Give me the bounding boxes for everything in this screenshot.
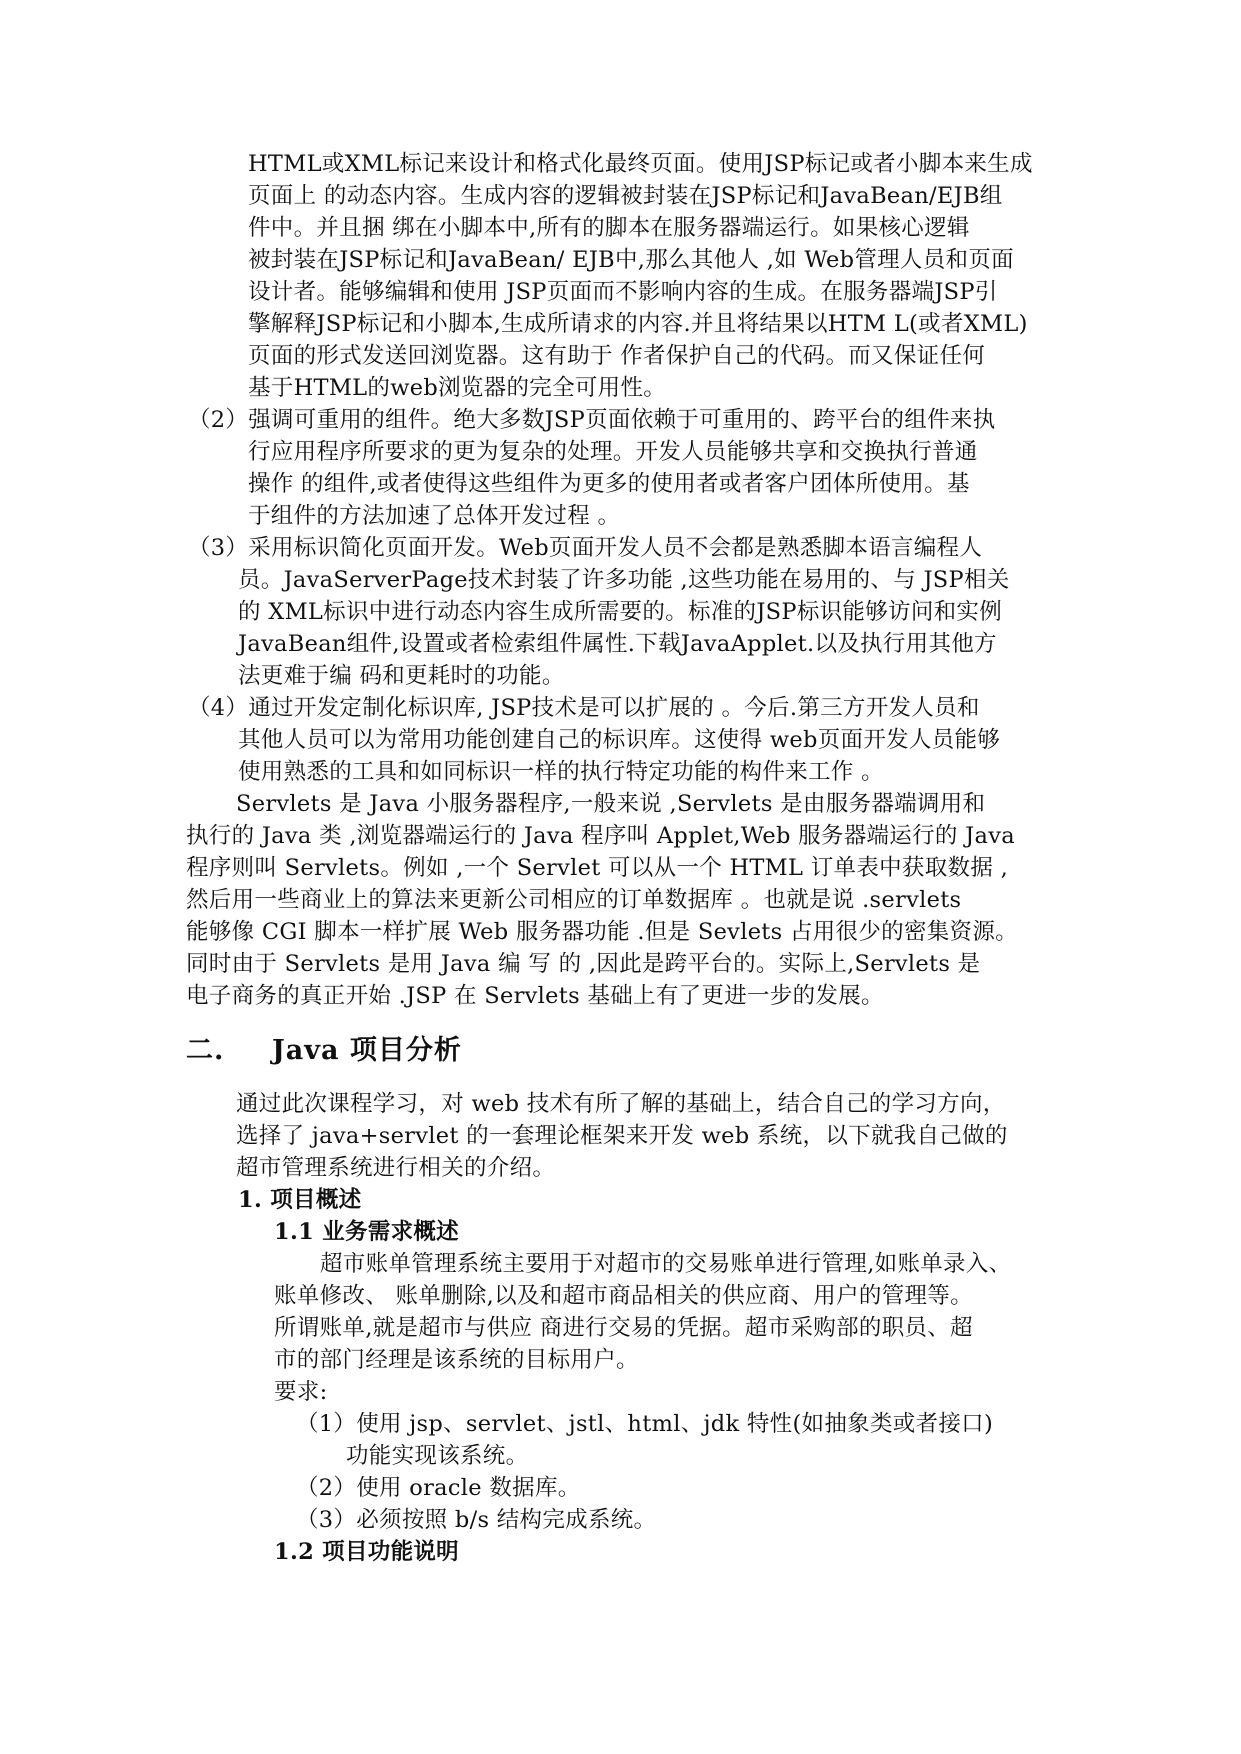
text-line: HTML或XML标记来设计和格式化最终页面。使用JSP标记或者小脚本来生成 [248, 151, 1033, 177]
text-line: 行应用程序所要求的更为复杂的处理。开发人员能够共享和交换执行普通 [248, 439, 978, 465]
text-line: 选择了 java+servlet 的一套理论框架来开发 web 系统，以下就我自己做的 [236, 1123, 1008, 1149]
text-line: 超市账单管理系统主要用于对超市的交易账单进行管理,如账单录入、 [320, 1251, 1012, 1277]
text-line: 市的部门经理是该系统的目标用户。 [274, 1347, 639, 1373]
text-line: 电子商务的真正开始 .JSP 在 Servlets 基础上有了更进一步的发展。 [186, 983, 884, 1009]
text-line: 通过此次课程学习，对 web 技术有所了解的基础上，结合自己的学习方向， [236, 1091, 1006, 1117]
text-line: 基于HTML的web浏览器的完全可用性。 [248, 375, 667, 401]
text-line: 于组件的方法加速了总体开发过程 。 [248, 503, 621, 529]
text-line: 程序则叫 Servlets。例如 ,一个 Servlet 可以从一个 HTML 订单表中获取数据 , [186, 855, 1009, 881]
text-line: 使用熟悉的工具和如同标识一样的执行特定功能的构件来工作 。 [238, 759, 884, 785]
text-line: 所谓账单,就是超市与供应 商进行交易的凭据。超市采购部的职员、超 [274, 1315, 973, 1341]
text-line: （4）通过开发定制化标识库, JSP技术是可以扩展的 。今后.第三方开发人员和 [188, 695, 980, 721]
text-line: 然后用一些商业上的算法来更新公司相应的订单数据库 。也就是说 .servlets [186, 887, 962, 913]
list-item: （1）使用 jsp、servlet、jstl、html、jdk 特性(如抽象类或者接口) [296, 1411, 994, 1437]
text-line: 被封装在JSP标记和JavaBean/ EJB中,那么其他人 ,如 Web管理人员和页面 [248, 247, 1014, 273]
text-line: 页面上 的动态内容。生成内容的逻辑被封装在JSP标记和JavaBean/EJB组 [248, 183, 1003, 209]
text-line: 操作 的组件,或者使得这些组件为更多的使用者或者客户团体所使用。基 [248, 471, 970, 497]
subsubsection-heading: 1.1 业务需求概述 [274, 1219, 459, 1245]
text-line: Servlets 是 Java 小服务器程序,一般来说 ,Servlets 是由服务器端调用和 [236, 791, 986, 817]
text-line: 的 XML标识中进行动态内容生成所需要的。标准的JSP标识能够访问和实例 [238, 599, 1003, 625]
text-line: 件中。并且捆 绑在小脚本中,所有的脚本在服务器端运行。如果核心逻辑 [248, 215, 970, 241]
text-line: （3）采用标识简化页面开发。Web页面开发人员不会都是熟悉脚本语言编程人 [188, 535, 983, 561]
section-heading [186, 1034, 462, 1068]
list-item: （3）必须按照 b/s 结构完成系统。 [296, 1507, 657, 1533]
text-line: JavaBean组件,设置或者检索组件属性.下载JavaApplet.以及执行用其他方 [238, 631, 997, 657]
text-line: 擎解释JSP标记和小脚本,生成所请求的内容.并且将结果以HTM L(或者XML) [248, 311, 1028, 337]
text-line: 员。JavaServerPage技术封装了许多功能 ,这些功能在易用的、与 JSP相关 [238, 567, 1010, 593]
text-line: 能够像 CGI 脚本一样扩展 Web 服务器功能 .但是 Sevlets 占用很少的密集资源。 [186, 919, 1018, 945]
text-line: 要求: [274, 1379, 328, 1405]
text-line: 设计者。能够编辑和使用 JSP页面而不影响内容的生成。在服务器端JSP引 [248, 279, 998, 305]
text-line: 其他人员可以为常用功能创建自己的标识库。这使得 web页面开发人员能够 [238, 727, 1001, 753]
list-item: 功能实现该系统。 [346, 1443, 529, 1469]
section-number: 二. [186, 1035, 225, 1066]
text-line: 法更难于编 码和更耗时的功能。 [238, 663, 565, 689]
text-line: 执行的 Java 类 ,浏览器端运行的 Java 程序叫 Applet,Web 服务器端运行的 Java [186, 823, 1015, 849]
text-line: 超市管理系统进行相关的介绍。 [236, 1155, 556, 1181]
text-line: （2）强调可重用的组件。绝大多数JSP页面依赖于可重用的、跨平台的组件来执 [188, 407, 996, 433]
subsection-heading: 1. 项目概述 [238, 1187, 362, 1213]
section-title: Java 项目分析 [272, 1035, 462, 1066]
subsubsection-heading: 1.2 项目功能说明 [274, 1539, 459, 1565]
text-line: 页面的形式发送回浏览器。这有助于 作者保护自己的代码。而又保证任何 [248, 343, 986, 369]
text-line: 同时由于 Servlets 是用 Java 编 写 的 ,因此是跨平台的。实际上,Servlets 是 [186, 951, 981, 977]
list-item: （2）使用 oracle 数据库。 [296, 1475, 581, 1501]
text-line: 账单修改、 账单删除,以及和超市商品相关的供应商、用户的管理等。 [274, 1283, 973, 1309]
